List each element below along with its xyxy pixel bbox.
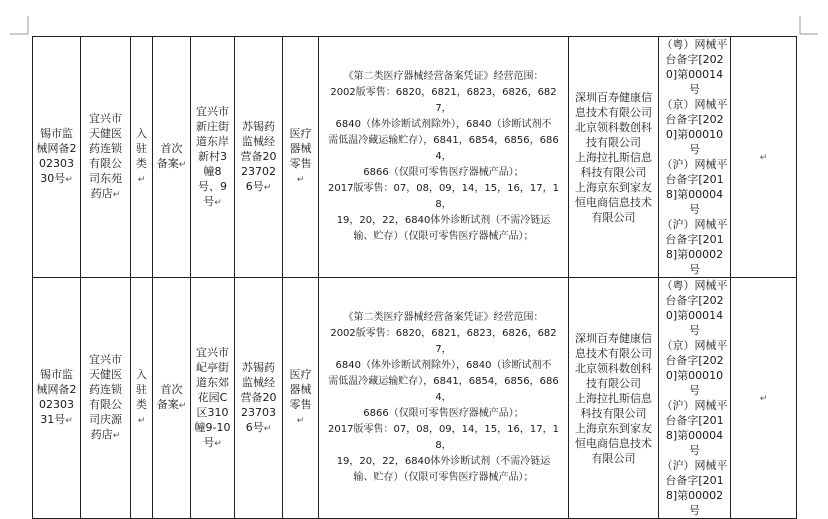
scope-line: 6866（仅限可零售医疗器械产品）； bbox=[363, 167, 524, 178]
platform-companies-cell bbox=[569, 278, 659, 519]
platform-company-name: 上海拉扎斯信息科技有限公司 bbox=[575, 150, 652, 179]
filing-type-cell bbox=[153, 278, 191, 519]
scope-line: 19，20，22，6840体外诊断试剂（不需冷链运 bbox=[336, 215, 551, 226]
cell-end-mark: ↵ bbox=[296, 175, 305, 185]
platform-company-name: 上海拉扎斯信息科技有限公司 bbox=[575, 391, 652, 420]
scope-line: 输、贮存）（仅限可零售医疗器械产品）； bbox=[353, 472, 534, 483]
filing-type-text: 首次备案 bbox=[156, 383, 183, 411]
license-text: 苏锡药监械经营备20237026号 bbox=[240, 119, 277, 193]
business-text: 医疗器械零售 bbox=[289, 127, 312, 170]
cell-end-mark: ↵ bbox=[178, 401, 187, 411]
cell-end-mark: ↵ bbox=[296, 416, 305, 426]
platform-company-name: 深圳百寿健康信息技术有限公司 bbox=[575, 331, 652, 360]
cell-end-mark: ↵ bbox=[137, 175, 146, 185]
license-cell bbox=[235, 37, 283, 278]
scope-line: 《第二类医疗器械经营备案凭证》经营范围： bbox=[343, 312, 544, 323]
table-row bbox=[33, 278, 797, 519]
platform-permits-cell bbox=[659, 278, 731, 519]
cell-end-mark: ↵ bbox=[65, 416, 73, 426]
business-cell bbox=[283, 278, 319, 519]
license-cell bbox=[235, 278, 283, 519]
address-text: 宜兴市屺亭街道东郊花园C区310幢9-10号 bbox=[194, 345, 231, 449]
filing-type-text: 首次备案 bbox=[156, 142, 183, 170]
filing-type-cell bbox=[153, 37, 191, 278]
store-name-text: 宜兴市天健医药连锁有限公司东苑药店 bbox=[89, 112, 122, 200]
platform-permit-number: （粤）网械平台备字[2020]第00014号 bbox=[661, 38, 728, 96]
scope-line: 6866（仅限可零售医疗器械产品）； bbox=[363, 408, 524, 419]
platform-company-name: 深圳百寿健康信息技术有限公司 bbox=[575, 90, 652, 119]
cell-end-mark: ↵ bbox=[137, 416, 146, 426]
cell-end-mark: ↵ bbox=[178, 160, 187, 170]
remarks-cell bbox=[731, 278, 797, 519]
table-row bbox=[33, 37, 797, 278]
cell-end-mark: ↵ bbox=[759, 152, 768, 163]
cell-end-mark: ↵ bbox=[65, 175, 73, 185]
platform-company-name: 北京领科数创科技有限公司 bbox=[575, 120, 652, 149]
platform-permits-cell bbox=[659, 37, 731, 278]
address-text: 宜兴市新庄街道东岸新村3幢8号、9号 bbox=[196, 104, 229, 208]
scope-line: 《第二类医疗器械经营备案凭证》经营范围： bbox=[343, 71, 544, 82]
category-text: 入驻类 bbox=[136, 127, 147, 170]
scope-line: 需低温冷藏运输贮存），6841，6854，6856，6864， bbox=[328, 376, 559, 403]
business-cell bbox=[283, 37, 319, 278]
platform-permit-number: （沪）网械平台备字[2018]第00004号 bbox=[661, 399, 728, 457]
store-name-cell bbox=[81, 37, 131, 278]
category-cell bbox=[131, 37, 153, 278]
record-number-cell bbox=[33, 37, 81, 278]
scope-line: 19，20，22，6840体外诊断试剂（不需冷链运 bbox=[336, 456, 551, 467]
platform-company-name: 上海京东到家友恒电商信息技术有限公司 bbox=[575, 421, 652, 465]
cell-end-mark: ↵ bbox=[214, 197, 222, 208]
store-name-cell bbox=[81, 278, 131, 519]
platform-company-name: 北京领科数创科技有限公司 bbox=[575, 361, 652, 390]
platform-company-name: 上海京东到家友恒电商信息技术有限公司 bbox=[575, 180, 652, 224]
address-cell bbox=[191, 278, 235, 519]
scope-line: 2002版零售：6820，6821，6823，6826，6827， bbox=[330, 87, 557, 114]
platform-permit-number: （京）网械平台备字[2020]第00010号 bbox=[661, 339, 728, 397]
scope-line: 6840（体外诊断试剂除外），6840（诊断试剂不 bbox=[335, 119, 552, 130]
scope-line: 2017版零售：07，08，09，14，15，16，17，18， bbox=[328, 424, 559, 451]
remarks-cell bbox=[731, 37, 797, 278]
license-text: 苏锡药监械经营备20237036号 bbox=[240, 360, 277, 434]
scope-line: 2002版零售：6820，6821，6823，6826，6827， bbox=[330, 328, 557, 355]
platform-permit-number: （沪）网械平台备字[2018]第00004号 bbox=[661, 158, 728, 216]
category-text: 入驻类 bbox=[136, 368, 147, 411]
cell-end-mark: ↵ bbox=[112, 190, 121, 200]
store-name-text: 宜兴市天健医药连锁有限公司庆源药店 bbox=[89, 353, 122, 441]
record-number-text: 锡市监械网备202303 30号 bbox=[36, 127, 77, 185]
business-scope-cell bbox=[319, 278, 569, 519]
filing-records-table bbox=[32, 36, 797, 519]
record-number-text: 锡市监械网备202303 31号 bbox=[36, 368, 77, 426]
record-number-cell bbox=[33, 278, 81, 519]
scope-line: 2017版零售：07，08，09，14，15，16，17，18， bbox=[328, 183, 559, 210]
address-cell bbox=[191, 37, 235, 278]
scope-line: 需低温冷藏运输贮存），6841，6854，6856，6864， bbox=[328, 135, 559, 162]
platform-permit-number: （沪）网械平台备字[2018]第00002号 bbox=[661, 218, 728, 276]
scope-line: 输、贮存）（仅限可零售医疗器械产品）； bbox=[353, 231, 534, 242]
cell-end-mark: ↵ bbox=[263, 182, 272, 193]
cell-end-mark: ↵ bbox=[759, 393, 768, 404]
platform-companies-cell bbox=[569, 37, 659, 278]
cell-end-mark: ↵ bbox=[214, 438, 222, 449]
scope-line: 6840（体外诊断试剂除外），6840（诊断试剂不 bbox=[335, 360, 552, 371]
platform-permit-number: （沪）网械平台备字[2018]第00002号 bbox=[661, 459, 728, 517]
cell-end-mark: ↵ bbox=[112, 431, 121, 441]
business-text: 医疗器械零售 bbox=[289, 368, 312, 411]
platform-permit-number: （京）网械平台备字[2020]第00010号 bbox=[661, 98, 728, 156]
business-scope-cell bbox=[319, 37, 569, 278]
platform-permit-number: （粤）网械平台备字[2020]第00014号 bbox=[661, 279, 728, 337]
category-cell bbox=[131, 278, 153, 519]
cell-end-mark: ↵ bbox=[263, 423, 272, 434]
